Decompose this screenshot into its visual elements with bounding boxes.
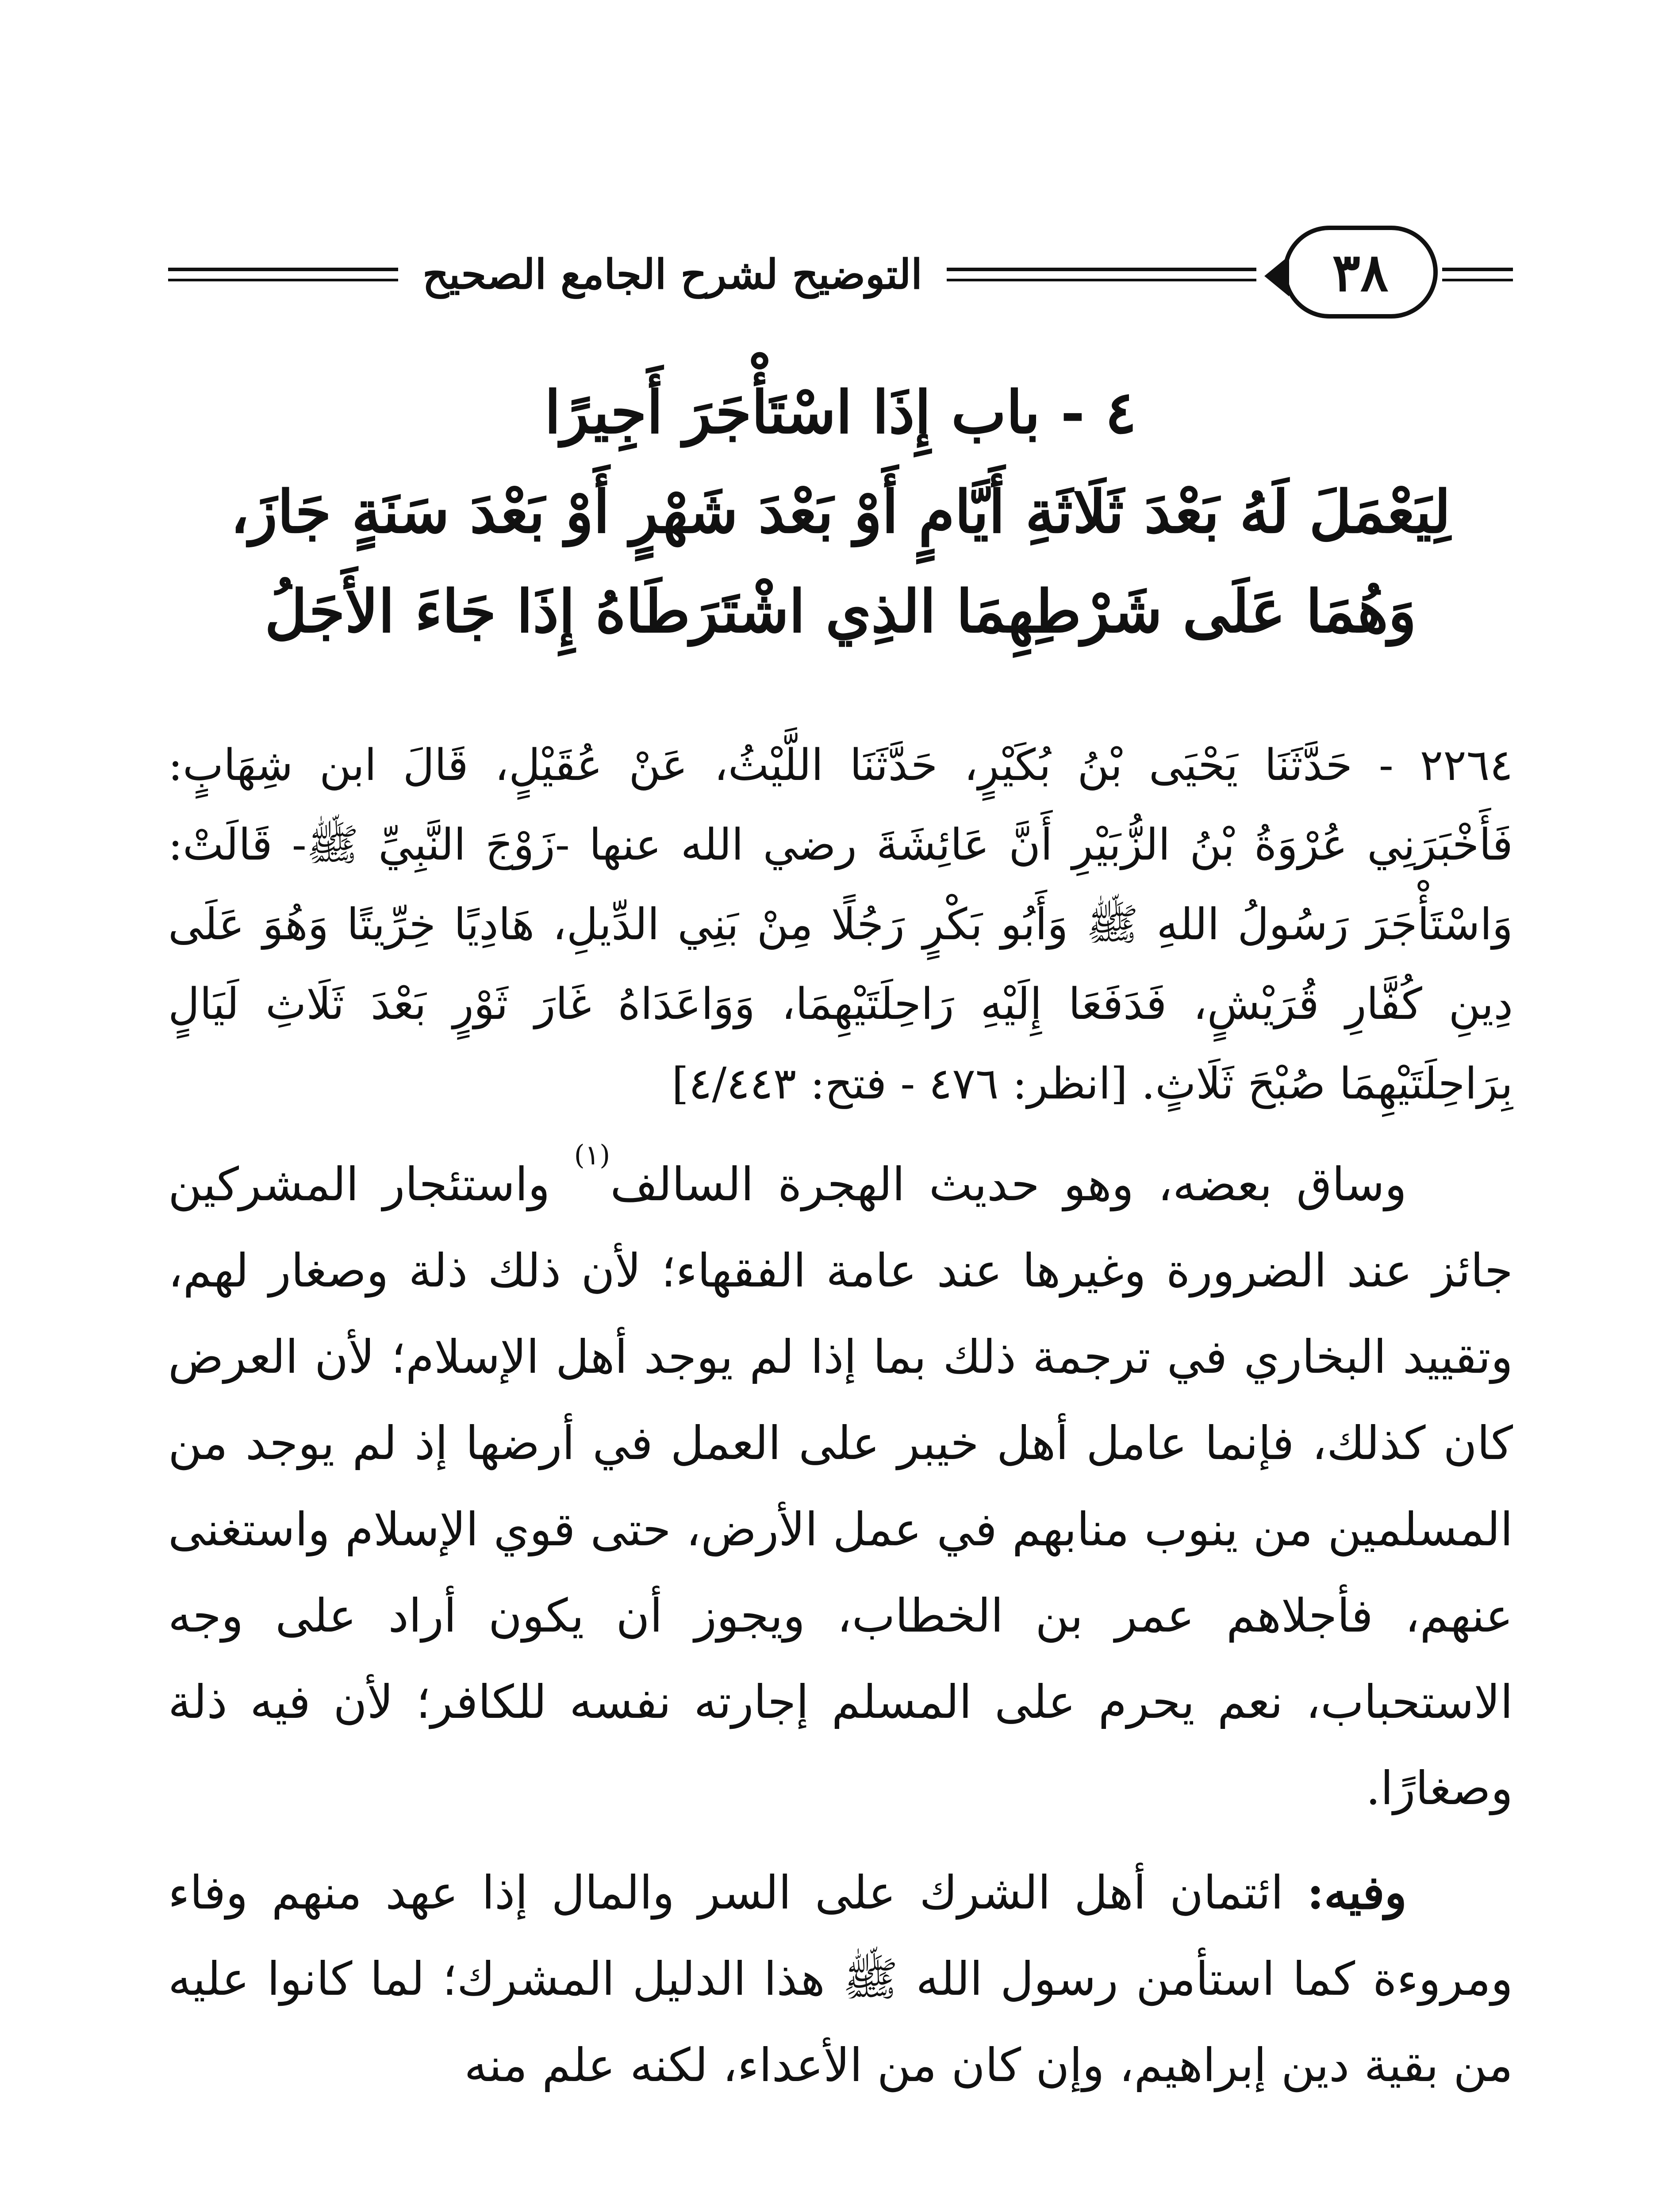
running-title: التوضيح لشرح الجامع الصحيح bbox=[422, 250, 922, 298]
commentary-p2-lead: وفيه: bbox=[1307, 1865, 1407, 1920]
header-rule-left-double bbox=[168, 279, 398, 281]
hadith-text: ٢٢٦٤ - حَدَّثَنَا يَحْيَى بْنُ بُكَيْرٍ، حَدَّثَنَا اللَّيْثُ، عَنْ عُقَيْلٍ، قَالَ ابن شِهَابٍ: فَأَخْبَرَنِي عُرْوَةُ بْنُ الزُّبَيْرِ أَنَّ عَائِشَةَ رضي الله عنها -زَوْجَ النَّبِيِّ ﷺ- قَالَتْ: وَاسْتَأْجَرَ رَسُولُ اللهِ ﷺ وَأَبُو بَكْرٍ رَجُلًا مِنْ بَنِي الدِّيلِ، هَادِيًا خِرِّيتًا وَهُوَ عَلَى دِينِ كُفَّارِ قُرَيْشٍ، فَدَفَعَا إِلَيْهِ رَاحِلَتَيْهِمَا، وَوَاعَدَاهُ غَارَ ثَوْرٍ بَعْدَ ثَلَاثِ لَيَالٍ بِرَاحِلَتَيْهِمَا صُبْحَ ثَلَاثٍ. bbox=[168, 740, 1513, 1109]
page-number: ٣٨ bbox=[1332, 241, 1389, 303]
header-rule-left bbox=[168, 268, 398, 271]
commentary-p1-text-b: واستئجار المشركين جائز عند الضرورة وغيرها عند عامة الفقهاء؛ لأن ذلك ذلة وصغار لهم، وتقييد البخاري في ترجمة ذلك بما إذا لم يوجد أهل الإسلام؛ لأن العرض كان كذلك، فإنما عامل أهل خيبر على العمل في أرضها إذ لم يوجد من المسلمين من ينوب منابهم في عمل الأرض، حتى قوي الإسلام واستغنى عنهم، فأجلاهم عمر بن الخطاب، ويجوز أن يكون أراد على وجه الاستحباب، نعم يحرم على المسلم إجارته نفسه للكافر؛ لأن فيه ذلة وصغارًا. bbox=[168, 1157, 1513, 1815]
header-rule-middle-double bbox=[947, 279, 1256, 281]
commentary-p2-text: ائتمان أهل الشرك على السر والمال إذا عهد منهم وفاء ومروءة كما استأمن رسول الله ﷺ هذا الدليل المشرك؛ لما كانوا عليه من بقية دين إبراهيم، وإن كان من الأعداء، لكنه علم منه bbox=[168, 1866, 1513, 2092]
commentary bbox=[168, 1141, 1513, 2117]
running-header bbox=[168, 226, 1513, 332]
chapter-title-line-1: ٤ - باب إِذَا اسْتَأْجَرَ أَجِيرًا bbox=[544, 378, 1137, 447]
footnote-ref-1: (١) bbox=[574, 1139, 610, 1171]
commentary-paragraph-2 bbox=[168, 1849, 1513, 2108]
page-number-badge bbox=[1283, 226, 1438, 319]
chapter-title-line-3: وَهُمَا عَلَى شَرْطِهِمَا الذِي اشْتَرَطَاهُ إِذَا جَاءَ الأَجَلُ bbox=[265, 577, 1417, 646]
chapter-title-line-2: لِيَعْمَلَ لَهُ بَعْدَ ثَلَاثَةِ أَيَّامٍ أَوْ بَعْدَ شَهْرٍ أَوْ بَعْدَ سَنَةٍ جَازَ، bbox=[230, 478, 1451, 546]
header-rule-right bbox=[1442, 268, 1513, 271]
header-rule-right-double bbox=[1442, 279, 1513, 281]
chapter-heading bbox=[168, 363, 1513, 661]
hadith-reference: [انظر: ٤٧٦ - فتح: ٤/٤٤٣] bbox=[672, 1059, 1128, 1109]
commentary-p1-text-a: وساق بعضه، وهو حديث الهجرة السالف bbox=[610, 1157, 1407, 1211]
hadith-block bbox=[168, 726, 1513, 1124]
header-rule-middle bbox=[947, 268, 1256, 271]
commentary-paragraph-1 bbox=[168, 1141, 1513, 1832]
